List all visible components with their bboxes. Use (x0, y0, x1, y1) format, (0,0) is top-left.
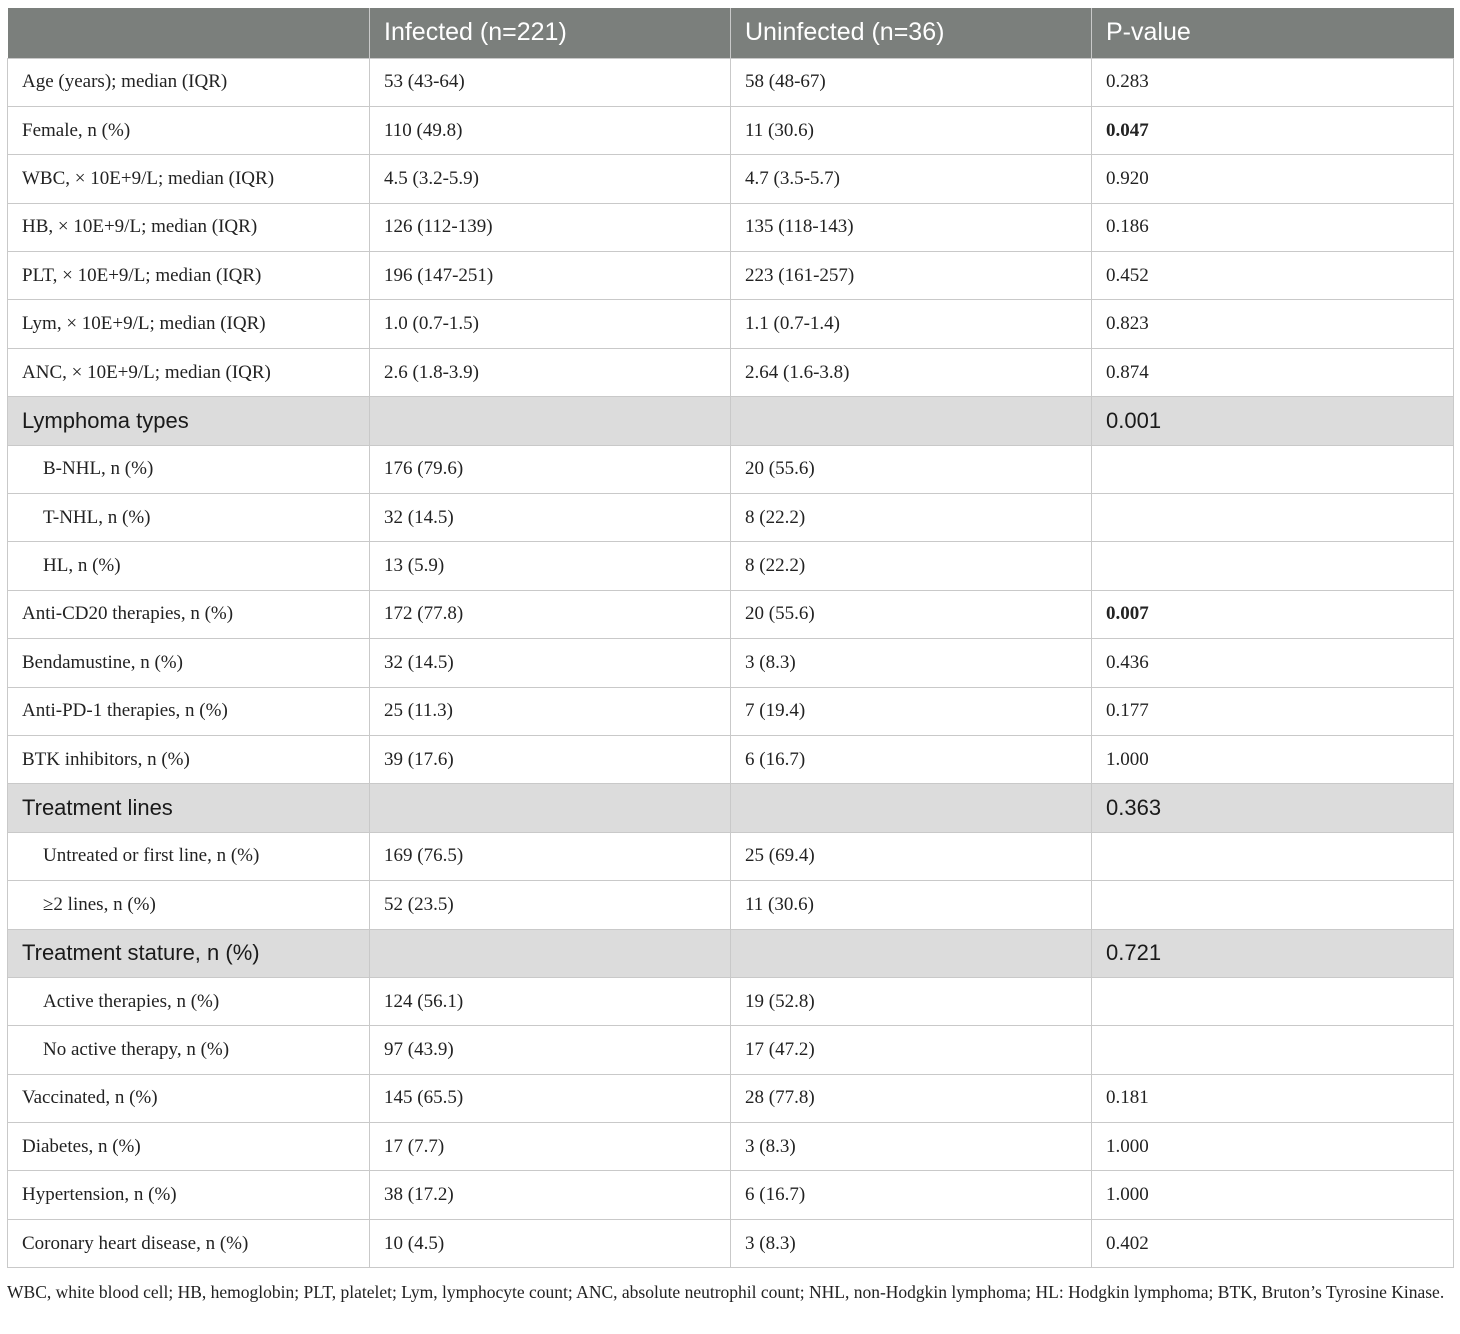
cell-uninfected: 6 (16.7) (731, 735, 1092, 783)
row-label: Untreated or first line, n (%) (8, 832, 370, 880)
section-row (8, 397, 1454, 445)
table-row (8, 977, 1454, 1025)
cell-uninfected: 58 (48-67) (731, 58, 1092, 106)
cell-p-value: 0.001 (1092, 397, 1454, 445)
cell-uninfected: 11 (30.6) (731, 881, 1092, 929)
cell-infected: 145 (65.5) (370, 1074, 731, 1122)
table-row (8, 252, 1454, 300)
cell-uninfected: 11 (30.6) (731, 106, 1092, 154)
row-label: Lym, × 10E+9/L; median (IQR) (8, 300, 370, 348)
cell-uninfected: 28 (77.8) (731, 1074, 1092, 1122)
cell-uninfected: 7 (19.4) (731, 687, 1092, 735)
cell-p-value: 0.181 (1092, 1074, 1454, 1122)
row-label: B-NHL, n (%) (8, 445, 370, 493)
cell-uninfected (731, 929, 1092, 977)
row-label: Treatment lines (8, 784, 370, 832)
cell-infected: 124 (56.1) (370, 977, 731, 1025)
cell-p-value (1092, 832, 1454, 880)
row-label: ≥2 lines, n (%) (8, 881, 370, 929)
cell-uninfected: 3 (8.3) (731, 1123, 1092, 1171)
table-row (8, 106, 1454, 154)
cell-p-value: 0.874 (1092, 348, 1454, 396)
header-infected: Infected (n=221) (370, 8, 731, 58)
table-row (8, 155, 1454, 203)
cell-infected: 13 (5.9) (370, 542, 731, 590)
row-label: HB, × 10E+9/L; median (IQR) (8, 203, 370, 251)
header-uninfected: Uninfected (n=36) (731, 8, 1092, 58)
cell-infected: 25 (11.3) (370, 687, 731, 735)
row-label: No active therapy, n (%) (8, 1026, 370, 1074)
cell-infected: 52 (23.5) (370, 881, 731, 929)
row-label: BTK inhibitors, n (%) (8, 735, 370, 783)
cell-uninfected: 17 (47.2) (731, 1026, 1092, 1074)
table-row (8, 300, 1454, 348)
cell-infected: 4.5 (3.2-5.9) (370, 155, 731, 203)
cell-infected: 172 (77.8) (370, 590, 731, 638)
cell-infected: 169 (76.5) (370, 832, 731, 880)
cell-uninfected (731, 397, 1092, 445)
cell-uninfected: 4.7 (3.5-5.7) (731, 155, 1092, 203)
cell-infected: 39 (17.6) (370, 735, 731, 783)
section-row (8, 929, 1454, 977)
table-row (8, 735, 1454, 783)
cell-infected: 1.0 (0.7-1.5) (370, 300, 731, 348)
cell-p-value: 0.186 (1092, 203, 1454, 251)
cell-p-value: 1.000 (1092, 1123, 1454, 1171)
row-label: Anti-PD-1 therapies, n (%) (8, 687, 370, 735)
table-row (8, 832, 1454, 880)
row-label: Female, n (%) (8, 106, 370, 154)
table-row (8, 639, 1454, 687)
cell-p-value: 0.402 (1092, 1219, 1454, 1267)
row-label: Lymphoma types (8, 397, 370, 445)
cell-uninfected: 8 (22.2) (731, 542, 1092, 590)
cell-p-value: 0.363 (1092, 784, 1454, 832)
cell-p-value (1092, 445, 1454, 493)
cell-p-value: 1.000 (1092, 1171, 1454, 1219)
table-row (8, 881, 1454, 929)
table-row (8, 1074, 1454, 1122)
cell-infected: 126 (112-139) (370, 203, 731, 251)
row-label: WBC, × 10E+9/L; median (IQR) (8, 155, 370, 203)
cell-infected: 97 (43.9) (370, 1026, 731, 1074)
cell-infected: 17 (7.7) (370, 1123, 731, 1171)
table-row (8, 590, 1454, 638)
cell-p-value (1092, 881, 1454, 929)
cell-infected: 32 (14.5) (370, 639, 731, 687)
table-row (8, 445, 1454, 493)
cell-uninfected (731, 784, 1092, 832)
cell-p-value: 0.920 (1092, 155, 1454, 203)
cell-uninfected: 1.1 (0.7-1.4) (731, 300, 1092, 348)
cell-p-value: 0.452 (1092, 252, 1454, 300)
table-row (8, 1219, 1454, 1267)
table-footnote: WBC, white blood cell; HB, hemoglobin; PLT, platelet; Lym, lymphocyte count; ANC, absolute neutrophil count; NHL, non-Hodgkin lymphoma; HL: Hodgkin lymphoma; BTK, Bruton’s Tyrosine Kinase. (7, 1282, 1445, 1302)
cell-uninfected: 3 (8.3) (731, 1219, 1092, 1267)
cell-infected: 38 (17.2) (370, 1171, 731, 1219)
cell-p-value: 1.000 (1092, 735, 1454, 783)
cell-p-value (1092, 494, 1454, 542)
row-label: HL, n (%) (8, 542, 370, 590)
cell-p-value: 0.177 (1092, 687, 1454, 735)
table-row (8, 1123, 1454, 1171)
cell-p-value (1092, 542, 1454, 590)
row-label: Active therapies, n (%) (8, 977, 370, 1025)
cell-uninfected: 20 (55.6) (731, 590, 1092, 638)
row-label: Bendamustine, n (%) (8, 639, 370, 687)
row-label: ANC, × 10E+9/L; median (IQR) (8, 348, 370, 396)
characteristics-table (7, 8, 1454, 1268)
cell-infected: 176 (79.6) (370, 445, 731, 493)
cell-uninfected: 3 (8.3) (731, 639, 1092, 687)
cell-uninfected: 8 (22.2) (731, 494, 1092, 542)
row-label: Diabetes, n (%) (8, 1123, 370, 1171)
header-row (8, 8, 1454, 58)
row-label: Treatment stature, n (%) (8, 929, 370, 977)
cell-p-value (1092, 1026, 1454, 1074)
cell-uninfected: 25 (69.4) (731, 832, 1092, 880)
header-p-value: P-value (1092, 8, 1454, 58)
cell-infected (370, 929, 731, 977)
section-row (8, 784, 1454, 832)
cell-uninfected: 6 (16.7) (731, 1171, 1092, 1219)
row-label: Coronary heart disease, n (%) (8, 1219, 370, 1267)
header-characteristic (8, 8, 370, 58)
cell-infected: 10 (4.5) (370, 1219, 731, 1267)
table-body (8, 58, 1454, 1268)
table-row (8, 348, 1454, 396)
row-label: PLT, × 10E+9/L; median (IQR) (8, 252, 370, 300)
table-row (8, 1026, 1454, 1074)
table-row (8, 1171, 1454, 1219)
row-label: T-NHL, n (%) (8, 494, 370, 542)
cell-uninfected: 135 (118-143) (731, 203, 1092, 251)
cell-uninfected: 20 (55.6) (731, 445, 1092, 493)
row-label: Vaccinated, n (%) (8, 1074, 370, 1122)
table-row (8, 494, 1454, 542)
cell-infected: 2.6 (1.8-3.9) (370, 348, 731, 396)
cell-uninfected: 2.64 (1.6-3.8) (731, 348, 1092, 396)
cell-p-value (1092, 977, 1454, 1025)
cell-infected: 110 (49.8) (370, 106, 731, 154)
cell-infected (370, 397, 731, 445)
row-label: Hypertension, n (%) (8, 1171, 370, 1219)
table-row (8, 542, 1454, 590)
cell-p-value: 0.823 (1092, 300, 1454, 348)
cell-infected: 196 (147-251) (370, 252, 731, 300)
cell-p-value: 0.007 (1092, 590, 1454, 638)
cell-p-value: 0.436 (1092, 639, 1454, 687)
row-label: Anti-CD20 therapies, n (%) (8, 590, 370, 638)
cell-p-value: 0.047 (1092, 106, 1454, 154)
cell-uninfected: 19 (52.8) (731, 977, 1092, 1025)
cell-p-value: 0.283 (1092, 58, 1454, 106)
data-table-container (7, 8, 1453, 1268)
row-label: Age (years); median (IQR) (8, 58, 370, 106)
cell-infected: 53 (43-64) (370, 58, 731, 106)
table-row (8, 687, 1454, 735)
cell-p-value: 0.721 (1092, 929, 1454, 977)
cell-uninfected: 223 (161-257) (731, 252, 1092, 300)
table-header (8, 8, 1454, 58)
table-row (8, 58, 1454, 106)
cell-infected (370, 784, 731, 832)
cell-infected: 32 (14.5) (370, 494, 731, 542)
table-row (8, 203, 1454, 251)
